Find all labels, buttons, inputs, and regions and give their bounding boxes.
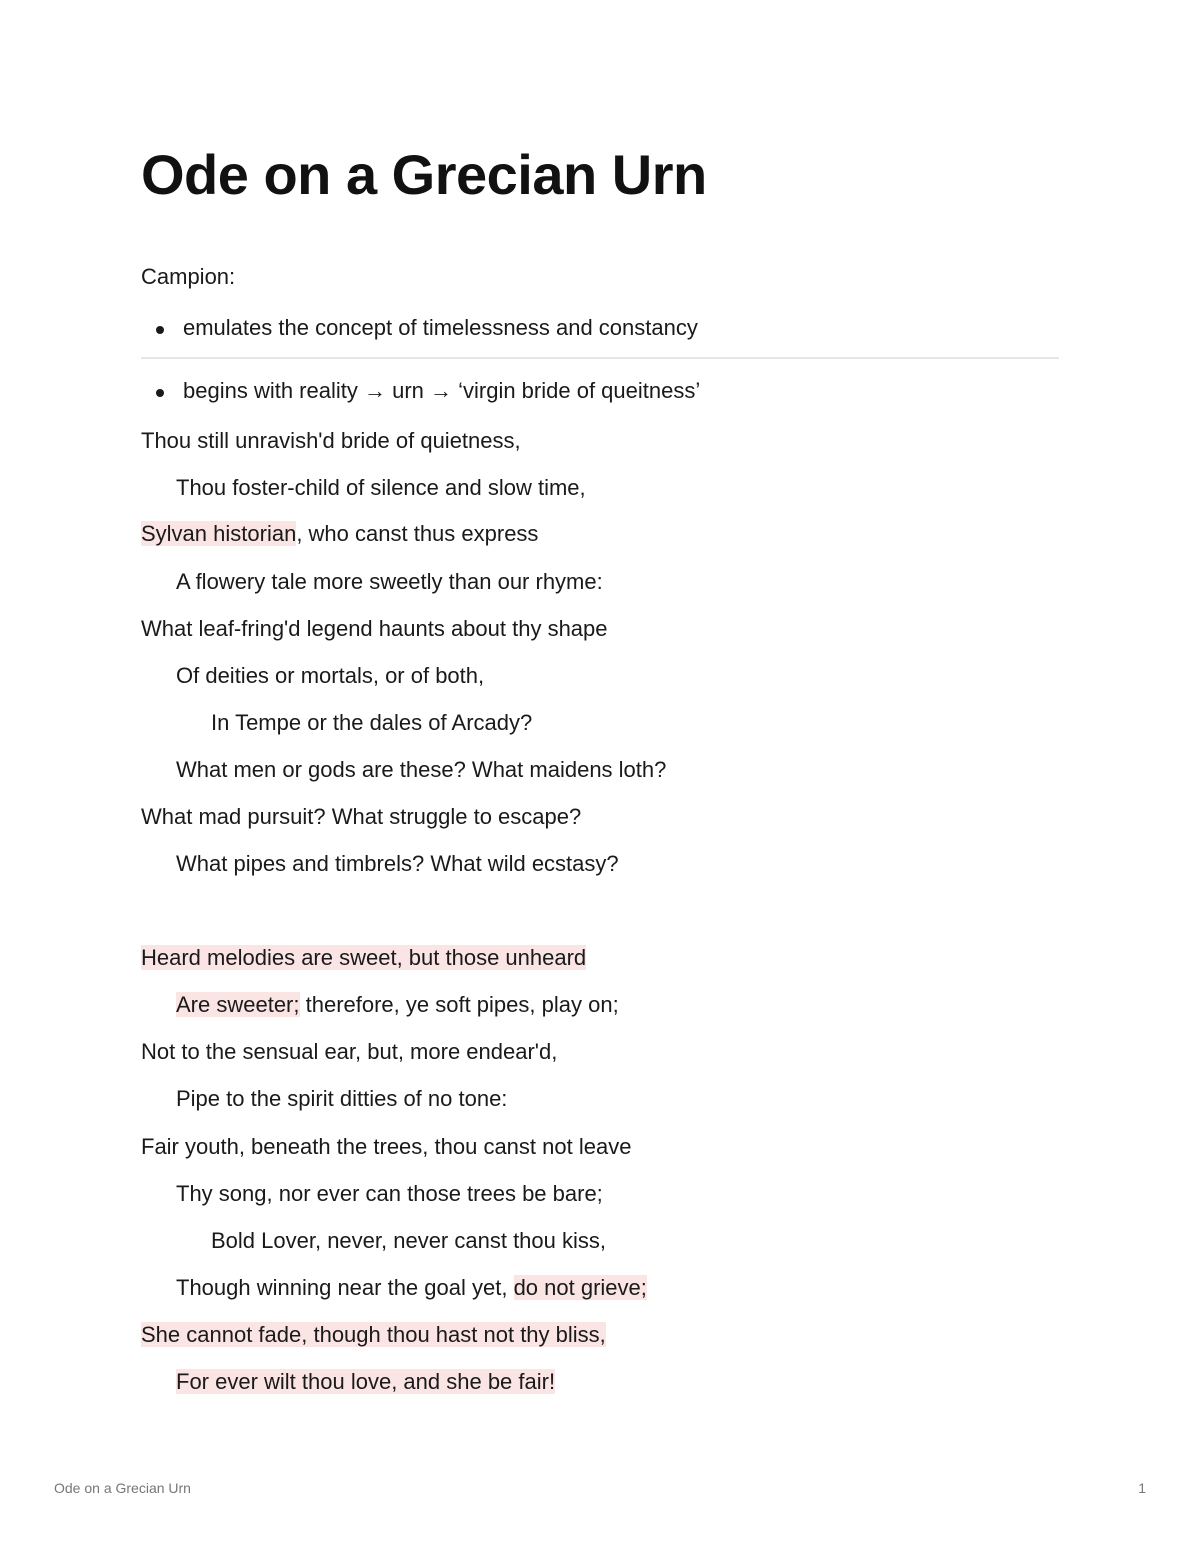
poem-line bbox=[176, 1369, 555, 1395]
bullet-dot-icon bbox=[156, 326, 164, 334]
bullet-text: begins with reality → urn → ‘virgin bride of queitness’ bbox=[183, 378, 701, 403]
poem-line: Not to the sensual ear, but, more endear'd, bbox=[141, 1039, 558, 1064]
bullet-text: emulates the concept of timelessness and constancy bbox=[183, 315, 698, 340]
line-text: , who canst thus express bbox=[296, 521, 539, 546]
poem-line bbox=[176, 992, 619, 1018]
poem-line: A flowery tale more sweetly than our rhyme: bbox=[176, 569, 603, 594]
line-text: Though winning near the goal yet, bbox=[176, 1275, 514, 1300]
poem-line bbox=[141, 945, 586, 971]
poem-line: In Tempe or the dales of Arcady? bbox=[211, 710, 533, 735]
bullet-item bbox=[141, 315, 698, 341]
poem-line bbox=[141, 1322, 606, 1348]
highlight: She cannot fade, though thou hast not thy bliss, bbox=[141, 1322, 606, 1347]
poem-line: What men or gods are these? What maidens loth? bbox=[176, 757, 667, 782]
poem-line bbox=[176, 1275, 647, 1301]
highlight: Heard melodies are sweet, but those unheard bbox=[141, 945, 587, 970]
page-title: Ode on a Grecian Urn bbox=[141, 143, 707, 206]
poem-line: Fair youth, beneath the trees, thou canst not leave bbox=[141, 1134, 632, 1159]
poem-line: Thy song, nor ever can those trees be bare; bbox=[176, 1181, 603, 1206]
highlight: For ever wilt thou love, and she be fair! bbox=[176, 1369, 556, 1394]
footer-page-number: 1 bbox=[1138, 1480, 1146, 1496]
footer-title: Ode on a Grecian Urn bbox=[54, 1480, 191, 1496]
bullet-dot-icon bbox=[156, 389, 164, 397]
poem-line: Thou foster-child of silence and slow time, bbox=[176, 475, 586, 500]
poem-line: What leaf-fring'd legend haunts about thy shape bbox=[141, 616, 608, 641]
poem-line: What pipes and timbrels? What wild ecstasy? bbox=[176, 851, 619, 876]
poem-line: Pipe to the spirit ditties of no tone: bbox=[176, 1086, 508, 1111]
divider bbox=[141, 357, 1059, 359]
poem-line: Thou still unravish'd bride of quietness, bbox=[141, 428, 521, 453]
poem-line bbox=[141, 521, 538, 547]
highlight: Are sweeter; bbox=[176, 992, 300, 1017]
line-text: therefore, ye soft pipes, play on; bbox=[299, 992, 619, 1017]
bullet-item bbox=[141, 378, 700, 404]
poem-line: Bold Lover, never, never canst thou kiss, bbox=[211, 1228, 607, 1253]
poem-line: Of deities or mortals, or of both, bbox=[176, 663, 485, 688]
campion-label: Campion: bbox=[141, 264, 236, 289]
highlight: Sylvan historian bbox=[141, 521, 297, 546]
poem-line: What mad pursuit? What struggle to escape? bbox=[141, 804, 582, 829]
highlight: do not grieve; bbox=[513, 1275, 647, 1300]
